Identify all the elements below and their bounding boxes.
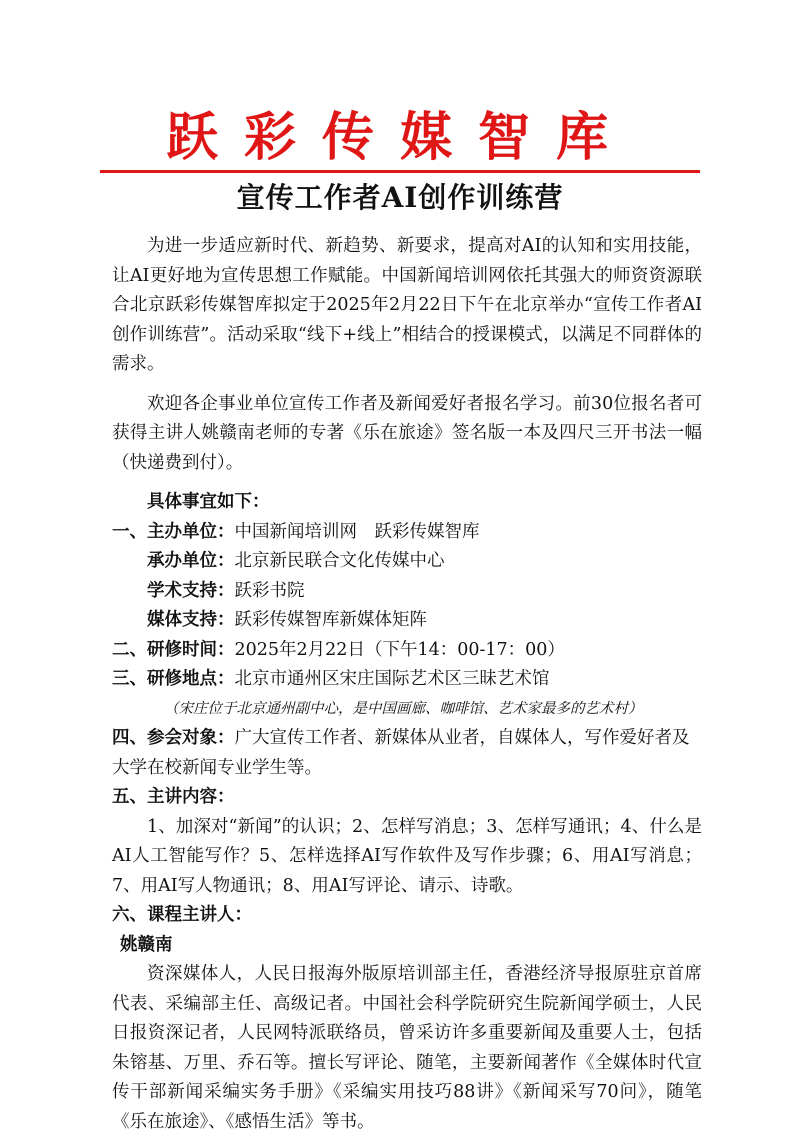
time-label: 二、研修时间： bbox=[112, 639, 235, 660]
lecturer-bio: 资深媒体人，人民日报海外版原培训部主任，香港经济导报原驻京首席代表、采编部主任、高级记者。中国社会科学院研究生院新闻学硕士，人民日报资深记者，人民网特派联络员，曾采访许多重要新闻及重要人士，包括朱镕基、万里、乔石等。擅长写评论、随笔，主要新闻著作《全媒体时代宣传干部新闻采编实务手册》《采编实用技巧88讲》《新闻采写70问》，随笔《乐在旅途》、《感悟生活》等书。 bbox=[112, 964, 702, 1132]
audience-label: 四、参会对象： bbox=[112, 728, 235, 748]
location-label: 三、研修地点： bbox=[112, 669, 235, 689]
section-audience bbox=[112, 724, 702, 783]
organizer-label: 一、主办单位： bbox=[112, 521, 235, 542]
lecturer-name: 姚赣南 bbox=[120, 934, 173, 955]
co-organizer-label: 承办单位： bbox=[147, 551, 235, 571]
media-support-value: 跃彩传媒智库新媒体矩阵 bbox=[234, 610, 427, 630]
intro-paragraph: 为进一步适应新时代、新趋势、新要求，提高对AI的认知和实用技能，让AI更好地为宣传思想工作赋能。中国新闻培训网依托其强大的师资资源联合北京跃彩传媒智库拟定于2025年2月22日下午在北京举办“宣传工作者AI创作训练营”。活动采取“线下+线上”相结合的授课模式，以满足不同群体的需求。 bbox=[112, 236, 702, 374]
content-value: 1、加深对“新闻”的认识；2、怎样写消息；3、怎样写通讯；4、什么是AI人工智能写作？5、怎样选择AI写作软件及写作步骤；6、用AI写消息；7、用AI写人物通讯；8、用AI写评论、请示、诗歌。 bbox=[112, 816, 702, 896]
academic-support-label: 学术支持： bbox=[147, 580, 235, 601]
masthead-divider bbox=[100, 170, 700, 173]
audience-value: 广大宣传工作者、新媒体从业者，自媒体人，写作爱好者及大学在校新闻专业学生等。 bbox=[112, 728, 690, 778]
section-academic-support bbox=[112, 577, 702, 607]
welcome-paragraph: 欢迎各企事业单位宣传工作者及新闻爱好者报名学习。前30位报名者可获得主讲人姚赣南老师的专著《乐在旅途》签名版一本及四尺三开书法一幅（快递费到付）。 bbox=[112, 393, 702, 473]
masthead-title: 跃彩传媒智库 bbox=[165, 107, 634, 168]
section-content bbox=[112, 783, 702, 813]
section-organizer bbox=[112, 518, 702, 548]
time-value: 2025年2月22日（下午14：00-17：00） bbox=[234, 639, 565, 660]
section-media-support bbox=[112, 606, 702, 636]
section-location bbox=[112, 665, 702, 695]
document-body bbox=[112, 232, 702, 1137]
media-support-label: 媒体支持： bbox=[147, 610, 235, 630]
section-co-organizer bbox=[112, 547, 702, 577]
section-time bbox=[112, 636, 702, 666]
content-label: 五、主讲内容： bbox=[112, 787, 235, 807]
organizer-value: 中国新闻培训网 跃彩传媒智库 bbox=[234, 521, 480, 542]
academic-support-value: 跃彩书院 bbox=[234, 580, 305, 601]
co-organizer-value: 北京新民联合文化传媒中心 bbox=[234, 551, 445, 571]
details-heading: 具体事宜如下： bbox=[147, 492, 270, 512]
location-value: 北京市通州区宋庄国际艺术区三昧艺术馆 bbox=[234, 669, 550, 689]
lecturer-label: 六、课程主讲人： bbox=[112, 905, 252, 925]
document-title: 宣传工作者AI创作训练营 bbox=[236, 181, 564, 214]
section-lecturer bbox=[112, 901, 702, 931]
location-note: （宋庄位于北京通州副中心，是中国画廊、咖啡馆、艺术家最多的艺术村） bbox=[164, 700, 643, 717]
